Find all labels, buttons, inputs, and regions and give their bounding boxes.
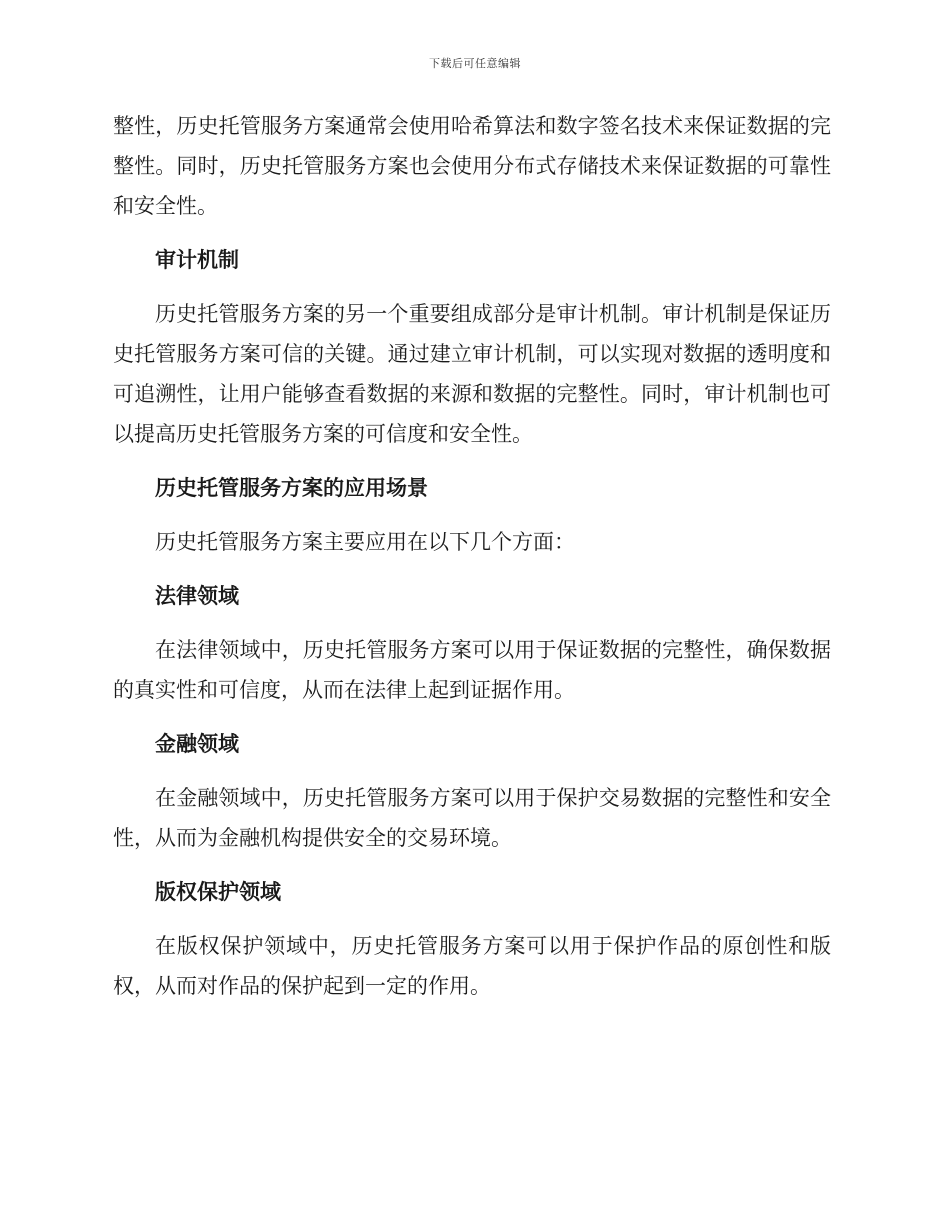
heading-audit: 审计机制 — [155, 248, 239, 272]
heading-finance: 金融领域 — [155, 732, 239, 756]
paragraph-audit: 历史托管服务方案的另一个重要组成部分是审计机制。审计机制是保证历史托管服务方案可信的关键。通过建立审计机制，可以实现对数据的透明度和可追溯性，让用户能够查看数据的来源和数据的完整性。同时，审计机制也可以提高历史托管服务方案的可信度和安全性。 — [113, 302, 831, 446]
paragraph-scenarios: 历史托管服务方案主要应用在以下几个方面： — [155, 530, 575, 554]
heading-copyright: 版权保护领域 — [155, 880, 281, 904]
paragraph-finance: 在金融领域中，历史托管服务方案可以用于保护交易数据的完整性和安全性，从而为金融机构提供安全的交易环境。 — [113, 786, 831, 850]
header-note: 下载后可任意编辑 — [429, 57, 521, 70]
paragraph-copyright: 在版权保护领域中，历史托管服务方案可以用于保护作品的原创性和版权，从而对作品的保护起到一定的作用。 — [113, 934, 831, 998]
heading-legal: 法律领域 — [155, 584, 239, 608]
paragraph-intro: 整性，历史托管服务方案通常会使用哈希算法和数字签名技术来保证数据的完整性。同时，历史托管服务方案也会使用分布式存储技术来保证数据的可靠性和安全性。 — [113, 114, 831, 218]
document-body — [113, 106, 831, 1020]
paragraph-legal: 在法律领域中，历史托管服务方案可以用于保证数据的完整性，确保数据的真实性和可信度，从而在法律上起到证据作用。 — [113, 638, 831, 702]
heading-scenarios: 历史托管服务方案的应用场景 — [155, 476, 428, 500]
